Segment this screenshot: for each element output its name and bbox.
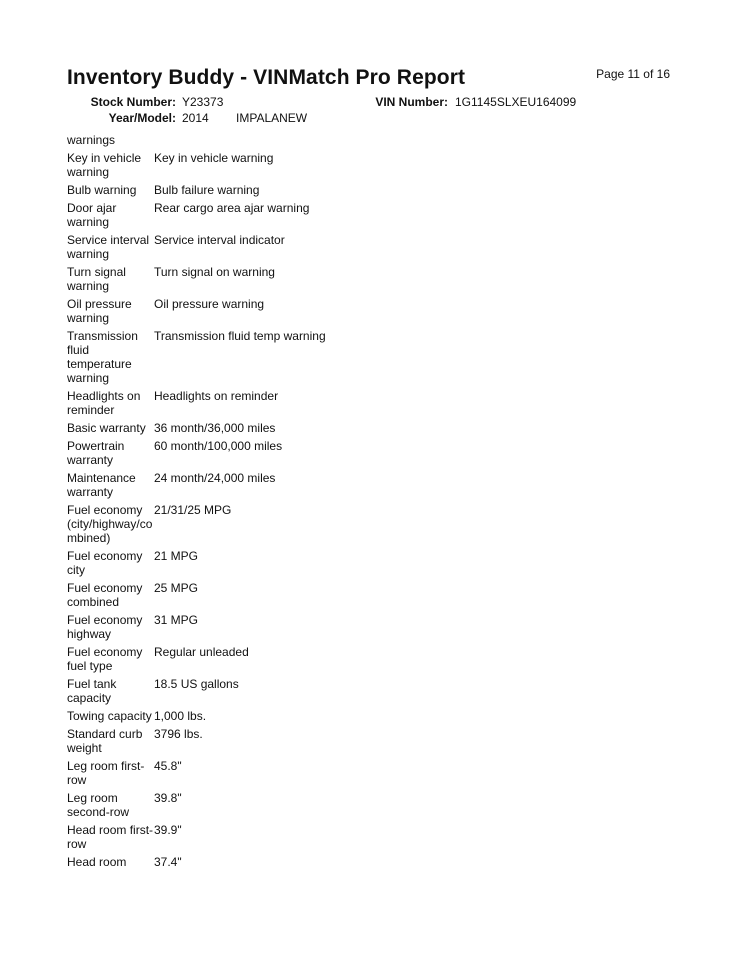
spec-row xyxy=(67,503,667,545)
spec-row xyxy=(67,549,667,577)
spec-value: 3796 lbs. xyxy=(154,727,203,741)
spec-value: 45.8" xyxy=(154,759,182,773)
spec-label: Fuel tank capacity xyxy=(67,677,117,705)
spec-value: 18.5 US gallons xyxy=(154,677,239,691)
spec-label: Head room first-row xyxy=(67,823,154,851)
spec-label: Fuel economy combined xyxy=(67,581,143,609)
spec-value: Oil pressure warning xyxy=(154,297,265,311)
spec-label: Key in vehicle warning xyxy=(67,151,142,179)
spec-continued-text: warnings xyxy=(67,133,116,147)
spec-label: Oil pressure warning xyxy=(67,297,132,325)
spec-label: Fuel economy city xyxy=(67,549,143,577)
spec-row xyxy=(67,823,667,851)
spec-value: Rear cargo area ajar warning xyxy=(154,201,310,215)
spec-label: Turn signal warning xyxy=(67,265,126,293)
spec-label: Headlights on reminder xyxy=(67,389,141,417)
spec-row xyxy=(67,201,667,229)
year-model-label: Year/Model: xyxy=(108,111,176,125)
spec-label: Fuel economy (city/highway/combined) xyxy=(67,503,153,545)
spec-row xyxy=(67,759,667,787)
spec-value: Turn signal on warning xyxy=(154,265,275,279)
spec-label: Maintenance warranty xyxy=(67,471,136,499)
spec-value: Transmission fluid temp warning xyxy=(154,329,326,343)
spec-row xyxy=(67,389,667,417)
spec-row xyxy=(67,645,667,673)
year-value: 2014 xyxy=(182,111,209,125)
spec-row xyxy=(67,265,667,293)
vin-number-value: 1G1145SLXEU164099 xyxy=(455,95,577,109)
spec-row xyxy=(67,581,667,609)
spec-row xyxy=(67,297,667,325)
page-number: Page 11 of 16 xyxy=(596,67,670,81)
spec-value: 21/31/25 MPG xyxy=(154,503,232,517)
spec-label: Fuel economy fuel type xyxy=(67,645,143,673)
spec-row xyxy=(67,791,667,819)
spec-label: Leg room first-row xyxy=(67,759,145,787)
spec-value: Regular unleaded xyxy=(154,645,249,659)
spec-value: Bulb failure warning xyxy=(154,183,260,197)
spec-row xyxy=(67,613,667,641)
spec-label: Leg room second-row xyxy=(67,791,130,819)
spec-row xyxy=(67,439,667,467)
spec-value: 36 month/36,000 miles xyxy=(154,421,276,435)
spec-value: 31 MPG xyxy=(154,613,199,627)
spec-row xyxy=(67,709,667,723)
spec-label: Head room xyxy=(67,855,127,869)
stock-number-value: Y23373 xyxy=(182,95,224,109)
spec-label: Standard curb weight xyxy=(67,727,143,755)
spec-row xyxy=(67,471,667,499)
spec-value: Service interval indicator xyxy=(154,233,285,247)
spec-value: 60 month/100,000 miles xyxy=(154,439,283,453)
spec-value: 39.9" xyxy=(154,823,182,837)
spec-value: Key in vehicle warning xyxy=(154,151,274,165)
spec-value: 1,000 lbs. xyxy=(154,709,207,723)
spec-row xyxy=(67,421,667,435)
spec-rows xyxy=(67,151,667,869)
spec-row xyxy=(67,329,667,385)
spec-value: 25 MPG xyxy=(154,581,199,595)
spec-label: Service interval warning xyxy=(67,233,150,261)
spec-list xyxy=(67,133,667,873)
spec-value: 39.8" xyxy=(154,791,182,805)
spec-row xyxy=(67,151,667,179)
spec-value: Headlights on reminder xyxy=(154,389,279,403)
model-value: IMPALANEW xyxy=(236,111,308,125)
spec-value: 21 MPG xyxy=(154,549,199,563)
stock-number-label: Stock Number: xyxy=(90,95,176,109)
spec-value: 24 month/24,000 miles xyxy=(154,471,276,485)
vin-number-label: VIN Number: xyxy=(375,95,448,109)
spec-label: Basic warranty xyxy=(67,421,146,435)
spec-label: Fuel economy highway xyxy=(67,613,143,641)
spec-row xyxy=(67,677,667,705)
spec-label: Transmission fluid temperature warning xyxy=(67,329,138,385)
report-title: Inventory Buddy - VINMatch Pro Report xyxy=(67,66,466,89)
spec-row xyxy=(67,855,667,869)
spec-row xyxy=(67,727,667,755)
spec-label: Door ajar warning xyxy=(67,201,117,229)
spec-label: Towing capacity xyxy=(67,709,152,723)
spec-label: Powertrain warranty xyxy=(67,439,125,467)
spec-row xyxy=(67,233,667,261)
spec-row xyxy=(67,183,667,197)
spec-label: Bulb warning xyxy=(67,183,137,197)
spec-value: 37.4" xyxy=(154,855,182,869)
